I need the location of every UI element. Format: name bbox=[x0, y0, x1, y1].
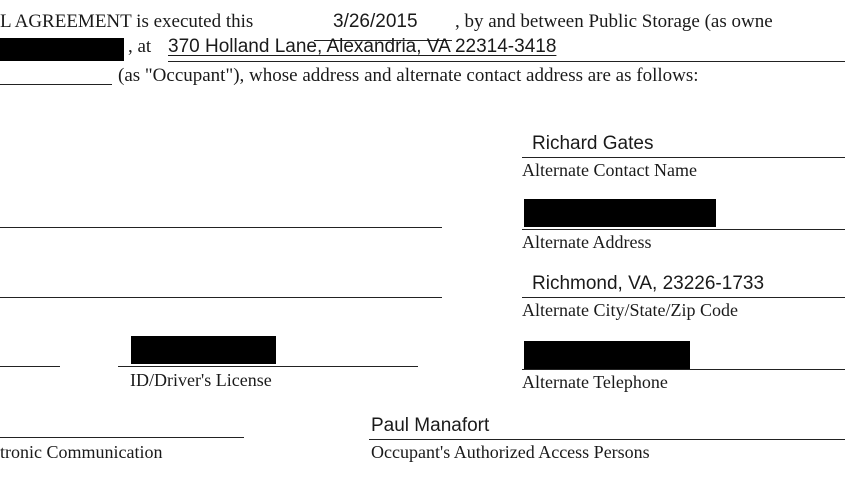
alternate-contact-name-line bbox=[522, 157, 845, 158]
agreement-intro-text: L AGREEMENT is executed this bbox=[0, 11, 254, 32]
at-text: , at bbox=[128, 36, 152, 57]
alternate-telephone-label: Alternate Telephone bbox=[522, 372, 668, 392]
electronic-communication-label: tronic Communication bbox=[0, 442, 163, 462]
occupant-name-line bbox=[0, 84, 112, 85]
alternate-city-state-zip-label: Alternate City/State/Zip Code bbox=[522, 300, 738, 320]
id-license-line bbox=[118, 366, 418, 367]
alternate-address-label: Alternate Address bbox=[522, 232, 652, 252]
alternate-telephone-line bbox=[522, 369, 845, 370]
occupant-city-line bbox=[0, 297, 442, 298]
redacted-alternate-address bbox=[524, 199, 716, 227]
owner-clause-text: , by and between Public Storage (as owne bbox=[455, 11, 773, 32]
authorized-access-person: Paul Manafort bbox=[371, 415, 490, 436]
redacted-block-owner bbox=[0, 38, 124, 61]
occupant-address-line bbox=[0, 227, 442, 228]
facility-address-line bbox=[168, 61, 845, 62]
redacted-alternate-telephone bbox=[524, 341, 690, 369]
alternate-city-state-zip: Richmond, VA, 23226-1733 bbox=[532, 273, 765, 294]
electronic-communication-line bbox=[0, 437, 244, 438]
occupant-phone-line bbox=[0, 366, 60, 367]
id-license-label: ID/Driver's License bbox=[130, 370, 272, 390]
alternate-contact-name-label: Alternate Contact Name bbox=[522, 160, 697, 180]
authorized-access-line bbox=[369, 439, 845, 440]
alternate-contact-name: Richard Gates bbox=[532, 133, 654, 154]
agreement-date: 3/26/2015 bbox=[333, 11, 418, 32]
facility-address: 370 Holland Lane, Alexandria, VA 22314-3418 bbox=[168, 36, 557, 57]
redacted-id-license bbox=[131, 336, 276, 364]
alternate-address-line bbox=[522, 229, 845, 230]
occupant-clause-text: (as "Occupant"), whose address and alternate contact address are as follows: bbox=[118, 65, 699, 86]
authorized-access-label: Occupant's Authorized Access Persons bbox=[371, 442, 650, 462]
alternate-city-line bbox=[522, 297, 845, 298]
